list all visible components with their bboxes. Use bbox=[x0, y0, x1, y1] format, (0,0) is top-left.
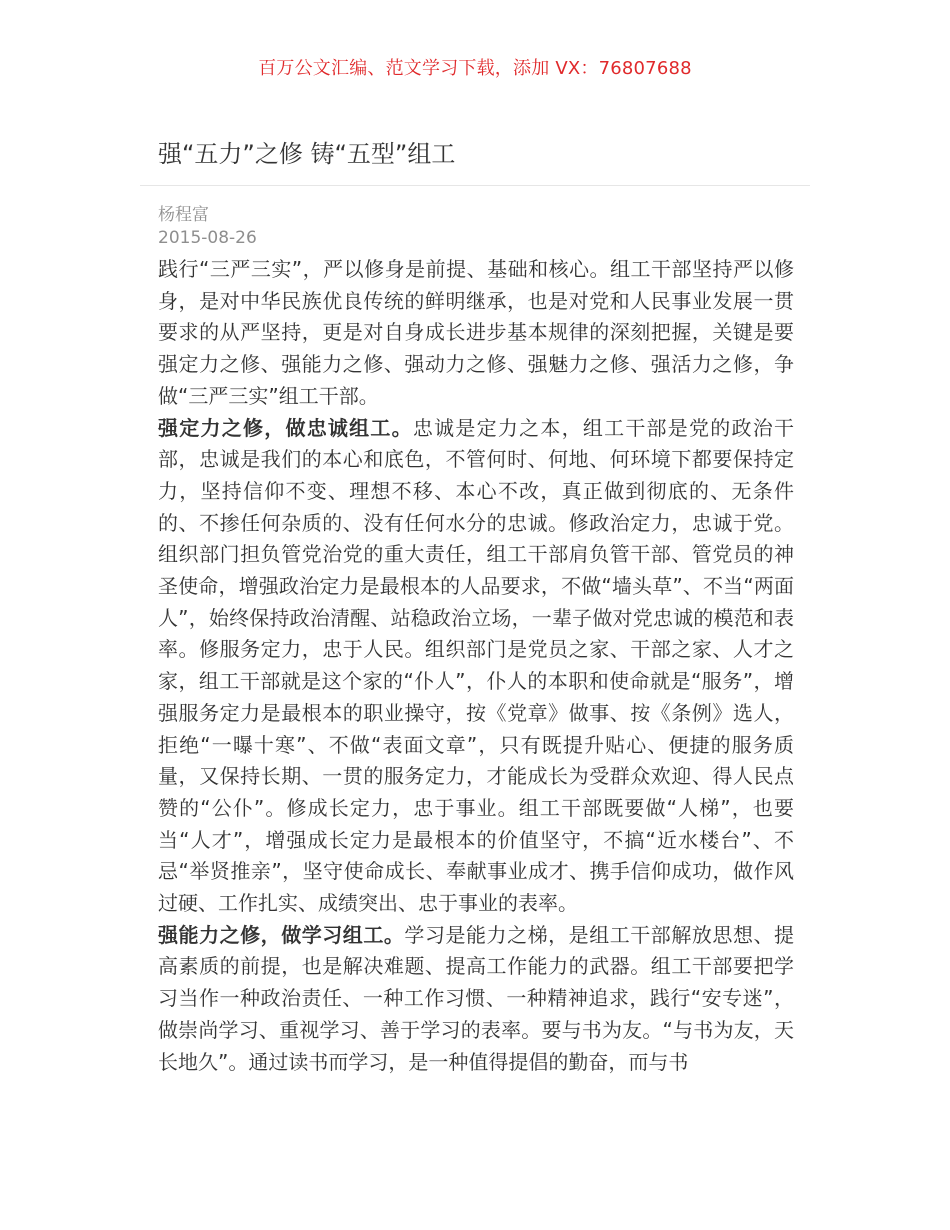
title-divider bbox=[140, 185, 810, 186]
paragraph-learning bbox=[158, 920, 794, 1079]
article-body bbox=[158, 254, 794, 1078]
article-title: 强“五力”之修 铸“五型”组工 bbox=[158, 140, 456, 168]
paragraph-text: 学习是能力之梯，是组工干部解放思想、提高素质的前提，也是解决难题、提高工作能力的武器。组工干部要把学习当作一种政治责任、一种工作习惯、一种精神追求，践行“安专迷”，做崇尚学习、重视学习、善于学习的表率。要与书为友。“与书为友，天长地久”。通过读书而学习，是一种值得提倡的勤奋，而与书 bbox=[158, 922, 795, 1074]
paragraph-lead: 强定力之修，做忠诚组工。 bbox=[158, 415, 413, 440]
article-date: 2015-08-26 bbox=[158, 228, 257, 248]
paragraph-text: 践行“三严三实”，严以修身是前提、基础和核心。组工干部坚持严以修身，是对中华民族优良传统的鲜明继承，也是对党和人民事业发展一贯要求的从严坚持，更是对自身成长进步基本规律的深刻把握，关键是要强定力之修、强能力之修、强动力之修、强魅力之修、强活力之修，争做“三严三实”组工干部。 bbox=[158, 257, 794, 408]
paragraph-intro bbox=[158, 254, 794, 413]
paragraph-loyalty bbox=[158, 413, 794, 920]
paragraph-lead: 强能力之修，做学习组工。 bbox=[158, 922, 405, 947]
paragraph-text: 忠诚是定力之本，组工干部是党的政治干部，忠诚是我们的本心和底色，不管何时、何地、何环境下都要保持定力，坚持信仰不变、理想不移、本心不改，真正做到彻底的、无条件的、不掺任何杂质的、没有任何水分的忠诚。修政治定力，忠诚于党。组织部门担负管党治党的重大责任，组工干部肩负管干部、管党员的神圣使命，增强政治定力是最根本的人品要求，不做“墙头草”、不当“两面人”，始终保持政治清醒、站稳政治立场，一辈子做对党忠诚的模范和表率。修服务定力，忠于人民。组织部门是党员之家、干部之家、人才之家，组工干部就是这个家的“仆人”，仆人的本职和使命就是“服务”，增强服务定力是最根本的职业操守，按《党章》做事、按《条例》选人，拒绝“一曝十寒”、不做“表面文章”，只有既提升贴心、便捷的服务质量，又保持长期、一贯的服务定力，才能成长为受群众欢迎、得人民点赞的“公仆”。修成长定力，忠于事业。组工干部既要做“人梯”，也要当“人才”，增强成长定力是最根本的价值坚守，不搞“近水楼台”、不忌“举贤推亲”，坚守使命成长、奉献事业成才、携手信仰成功，做作风过硬、工作扎实、成绩突出、忠于事业的表率。 bbox=[158, 415, 795, 916]
watermark-banner: 百万公文汇编、范文学习下载，添加 VX：76807688 bbox=[258, 58, 692, 79]
article-author: 杨程富 bbox=[158, 205, 209, 225]
